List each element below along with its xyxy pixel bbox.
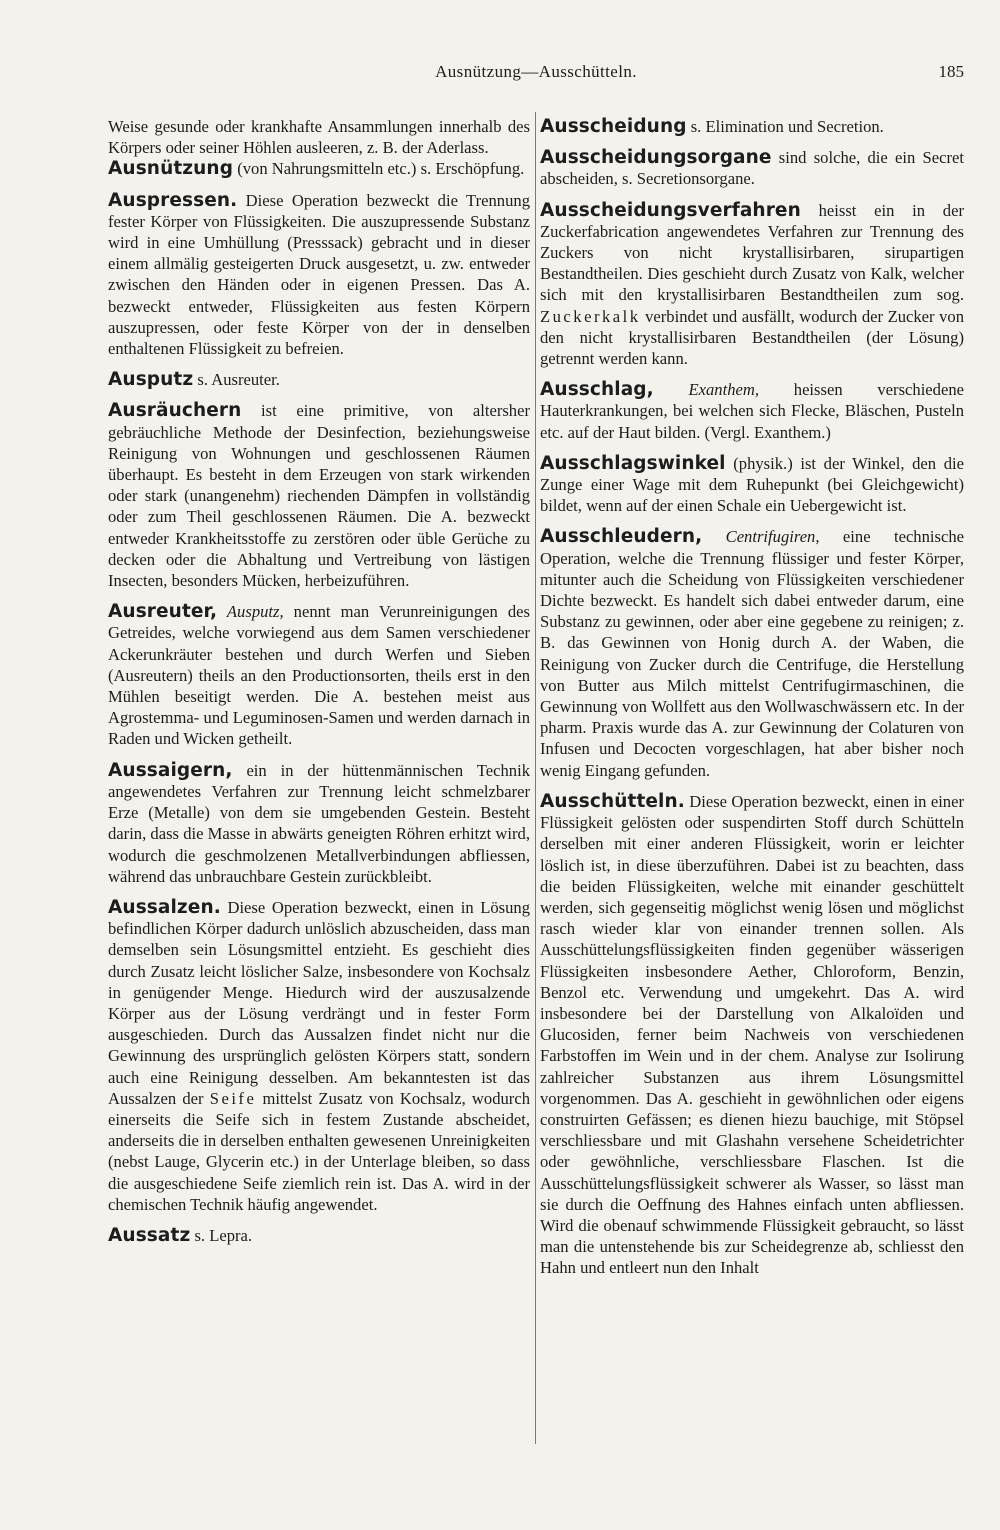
- right-column: [540, 116, 964, 1279]
- headword: Aussaigern,: [108, 759, 233, 781]
- entry-ausscheidung: Ausscheidung s. Elimination und Secretion.: [540, 116, 884, 137]
- entry-ausputz: Ausputz s. Ausreuter.: [108, 369, 280, 391]
- entry-ausschuetteln: Ausschütteln. Diese Operation bezweckt, einen in einer Flüssigkeit gelösten oder suspendirten Stoff durch Schütteln derselben mit einer anderen Flüssigkeit, worin er leichter löslich ist, in diese überzuführen. Dabei ist zu beachten, dass die beiden Flüssigkeiten, welche mit einander geschüttelt werden, sich gegenseitig möglichst wenig lösen und möglichst rasch wieder klar von einander trennen sollen. Als Ausschüttelungsflüssigkeiten finden gegenüber wässerigen Flüssigkeiten insbesondere Aether, Chloroform, Benzin, Benzol etc. Verwendung und umgekehrt. Das A. wird insbesondere bei der Darstellung von Alkaloïden und Glucosiden, ferner beim Nachweis von verschiedenen Farbstoffen im Wein und in der chem. Analyse zur Isolirung zahlreicher Substanzen aus ihrem Lösungsmittel vorgenommen. Das A. geschieht in gewöhnlichen oder eigens construirten Gefässen; es dienen hiezu bauchige, mit Stöpsel verschliessbare und mit Glashahn versehene Scheidetrichter oder gewöhnliche, verschliessbare Flaschen. Ist die Ausschüttelungsflüssigkeit schwerer als Wasser, so lässt man sie durch die Oeffnung des Hahnes einfach unten abfliessen. Wird die obenauf schwimmende Flüssigkeit gebraucht, so lässt man die untenstehende bis zur Scheidegrenze ab, schliesst den Hahn und entleert nun den Inhalt: [540, 790, 964, 1278]
- headword: Aussatz: [108, 1224, 191, 1246]
- page-header: [108, 62, 964, 86]
- entry-ausschleudern: Ausschleudern, Centrifugiren, eine technische Operation, welche die Trennung flüssiger und fester Körper, mitunter auch die Scheidung von Flüssigkeiten verschiedener Dichte bezweckt. Es handelt sich dabei entweder darum, eine Substanz zu gewinnen, oder aber eine gegebene zu reinigen; z. B. das Gewinnen von Honig durch A. der Waben, die Reinigung von Zucker durch die Centrifuge, die Herstellung von Butter aus Milch mittelst Centrifugirmaschinen, die Gewinnung von Wollfett aus den Wollwaschwässern etc. In der pharm. Praxis wurde das A. zur Gewinnung der Colaturen von Infusen und Decocten vorgeschlagen, hat aber bisher noch wenig Eingang gefunden.: [540, 526, 964, 780]
- entry-ausschlag: Ausschlag, Exanthem, heissen verschiedene Hauterkrankungen, bei welchen sich Flecke, Bläschen, Pusteln etc. auf der Haut bilden. (Vergl. Exanthem.): [540, 379, 964, 442]
- entry-ausreuter: Ausreuter, Ausputz, nennt man Verunreinigungen des Getreides, welche vorwiegend aus dem Samen verschiedener Ackerunkräuter bestehen und durch Werfen und Sieben (Ausreutern) theils an den Productionsorten, theils erst in den Mühlen beseitigt werden. Die A. bestehen meist aus Agrostemma- und Leguminosen-Samen und werden darnach in Raden und Wicken getheilt.: [108, 601, 530, 749]
- entry-ausscheidungsverfahren: Ausscheidungsverfahren heisst ein in der Zuckerfabrication angewendetes Verfahren zur Trennung des Zuckers von nicht krystallisirbaren, sirupartigen Bestandtheilen. Dies geschieht durch Zusatz von Kalk, welcher sich mit den krystallisirbaren Bestandtheilen zum sog. Zuckerkalk verbindet und ausfällt, wodurch der Zucker von den nicht krystallisirbaren Bestandtheilen (der Lösung) getrennt werden kann.: [540, 199, 964, 369]
- left-column: [108, 116, 530, 1246]
- column-divider: [535, 112, 536, 1444]
- headword: Ausscheidungsverfahren: [540, 199, 801, 221]
- entry-ausschlagswinkel: Ausschlagswinkel (physik.) ist der Winkel, den die Zunge einer Wage mit dem Ruhepunkt (bei Gleichgewicht) bildet, wenn auf der einen Schale ein Uebergewicht ist.: [540, 452, 964, 516]
- page-number: 185: [938, 62, 964, 81]
- headword: Auspressen.: [108, 189, 238, 211]
- headword: Ausputz: [108, 369, 194, 391]
- entry-aussaigern: Aussaigern, ein in der hüttenmännischen Technik angewendetes Verfahren zur Trennung leicht schmelzbarer Erze (Metalle) von dem sie umgebenden Gestein. Besteht darin, dass die Masse in abwärts geneigten Röhren erhitzt wird, wodurch die geschmolzenen Metallverbindungen abfliessen, während das unbrauchbare Gestein zurückbleibt.: [108, 759, 530, 886]
- entry-aussalzen: Aussalzen. Diese Operation bezweckt, einen in Lösung befindlichen Körper dadurch unlöslich abzuscheiden, dass man demselben sein Lösungsmittel entzieht. Es geschieht dies durch Zusatz leicht löslicher Salze, insbesondere von Kochsalz in genügender Menge. Hiedurch wird der auszusalzende Körper aus der Lösung verdrängt und in fester Form ausgeschieden. Durch das Aussalzen findet nicht nur die Gewinnung des ursprünglich gelösten Körpers statt, sondern auch eine Reinigung desselben. Am bekanntesten ist das Aussalzen der Seife mittelst Zusatz von Kochsalz, wodurch einerseits die Seife sich in festem Zustande abscheidet, anderseits die in derselben enthalten gewesenen Unreinigkeiten (nebst Lauge, Glycerin etc.) in der Unterlage bleiben, so dass die ausgeschiedene Seife ziemlich rein ist. Das A. wird in der chemischen Technik häufig angewendet.: [108, 896, 530, 1214]
- entry-continuation: Weise gesunde oder krankhafte Ansammlungen innerhalb des Körpers oder seiner Höhlen ausleeren, z. B. der Aderlass.: [108, 117, 530, 158]
- headword: Ausschütteln.: [540, 790, 685, 812]
- headword: Ausräuchern: [108, 400, 242, 422]
- entry-ausnuetzung: Ausnützung (von Nahrungsmitteln etc.) s. Erschöpfung.: [108, 158, 525, 180]
- headword: Ausreuter,: [108, 601, 218, 623]
- headword: Ausschlagswinkel: [540, 452, 726, 474]
- entry-auspressen: Auspressen. Diese Operation bezweckt die Trennung fester Körper von Flüssigkeiten. Die auszupressende Substanz wird in eine Umhüllung (Presssack) gebracht und in dieser einem allmälig gesteigerten Druck ausgesetzt, u. zw. entweder zwischen den Händen oder in eigenen Pressen. Das A. bezweckt entweder, Flüssigkeiten aus festen Körpern auszupressen, oder feste Körper von der in denselben enthaltenen Flüssigkeit zu befreien.: [108, 189, 530, 359]
- headword: Aussalzen.: [108, 896, 221, 918]
- headword: Ausscheidungsorgane: [540, 147, 772, 169]
- headword: Ausschlag,: [540, 379, 654, 401]
- headword: Ausnützung: [108, 158, 234, 180]
- entry-aussatz: Aussatz s. Lepra.: [108, 1224, 253, 1246]
- running-title: Ausnützung—Ausschütteln.: [435, 62, 637, 81]
- headword: Ausschleudern,: [540, 526, 703, 548]
- entry-ausscheidungsorgane: Ausscheidungsorgane sind solche, die ein Secret abscheiden, s. Secretionsorgane.: [540, 147, 964, 189]
- headword: Ausscheidung: [540, 116, 687, 137]
- entry-ausraeuchern: Ausräuchern ist eine primitive, von altersher gebräuchliche Methode der Desinfection, beziehungsweise Reinigung von Wohnungen und geschlossenen Räumen überhaupt. Es besteht in dem Erzeugen von stark wirkenden oder stark (unangenehm) riechenden Dämpfen in vollständig oder zum Theil geschlossenen Räumen. Die A. bezweckt entweder Krankheitsstoffe zu zerstören oder üble Gerüche zu decken oder die Abhaltung und Vertreibung von lästigen Insecten, besonders Mücken, herbeizuführen.: [108, 400, 530, 591]
